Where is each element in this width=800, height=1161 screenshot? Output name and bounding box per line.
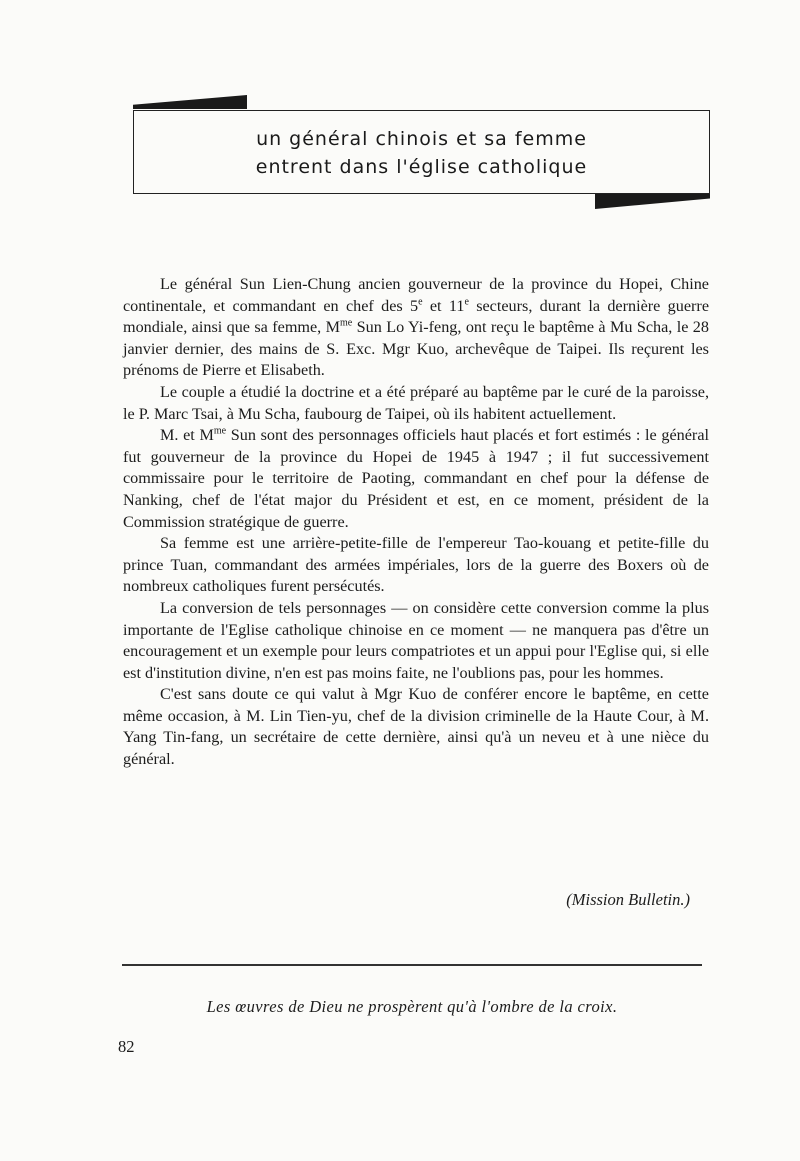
paragraph-2: Le couple a étudié la doctrine et a été préparé au baptême par le curé de la paroisse, le P. Marc Tsai, à Mu Scha, faubourg de Taipei, où ils habitent actuellement. xyxy=(123,382,709,423)
page-number: 82 xyxy=(118,1037,135,1056)
title-banner xyxy=(133,110,710,194)
superscript: e xyxy=(464,296,469,308)
motto: Les œuvres de Dieu ne prospèrent qu'à l'ombre de la croix. xyxy=(206,997,618,1016)
source-citation: (Mission Bulletin.) xyxy=(566,890,690,909)
title-bar-top-decoration xyxy=(133,95,247,109)
title-bar-bottom-decoration xyxy=(595,194,710,209)
article-body xyxy=(123,274,709,771)
paragraph-3-text-b: Sun sont des personnages officiels haut placés et fort estimés : le général fut gouverneur de la province du Hopei de 1945 à 1947 ; il fut successivement commissaire pour le territoire de Paoting, commandant en chef pour la défense de Nanking, chef de l'état major du Président et est, en ce moment, président de la Commission stratégique de guerre. xyxy=(123,426,710,531)
paragraph-1-text-b: et 11 xyxy=(422,296,465,315)
paragraph-4: Sa femme est une arrière-petite-fille de l'empereur Tao-kouang et petite-fille du prince Tuan, commandant des armées impériales, lors de la guerre des Boxers où de nombreux catholiques furent persécutés. xyxy=(123,534,709,596)
superscript: e xyxy=(418,296,423,308)
title-line-1: un général chinois et sa femme xyxy=(256,128,587,150)
paragraph-1-text-c: secteurs, durant la dernière guerre mondiale, ainsi que sa femme, M xyxy=(123,296,709,337)
paragraph-5: La conversion de tels personnages — on considère cette conversion comme la plus importante de l'Eglise catholique chinoise en ce moment — ne manquera pas d'être un encouragement et un exemple pour leurs compatriotes et un appui pour l'Eglise qui, si elle est d'institution divine, n'en est pas moins faite, ne l'oublions pas, pour les hommes. xyxy=(123,598,709,682)
paragraph-3-text-a: M. et M xyxy=(160,426,214,445)
paragraph-1 xyxy=(123,274,709,382)
superscript: me xyxy=(213,425,227,437)
paragraph-3 xyxy=(123,425,709,533)
title-line-2: entrent dans l'église catholique xyxy=(255,156,588,178)
paragraph-6: C'est sans doute ce qui valut à Mgr Kuo de conférer encore le baptême, en cette même occasion, à M. Lin Tien-yu, chef de la division criminelle de la Haute Cour, à M. Yang Tin-fang, un secrétaire de cette dernière, ainsi qu'à un neveu et à une nièce du général. xyxy=(123,685,709,769)
superscript: me xyxy=(340,317,353,329)
divider-rule xyxy=(122,964,702,966)
paragraph-1-text-a: Le général Sun Lien-Chung ancien gouverneur de la province du Hopei, Chine continentale, et commandant en chef des 5 xyxy=(123,275,709,315)
paragraph-1-text-d: Sun Lo Yi-feng, ont reçu le baptême à Mu Scha, le 28 janvier dernier, des mains de S. Exc. Mgr Kuo, archevêque de Taipei. Ils reçurent les prénoms de Pierre et Elisabeth. xyxy=(123,318,709,380)
